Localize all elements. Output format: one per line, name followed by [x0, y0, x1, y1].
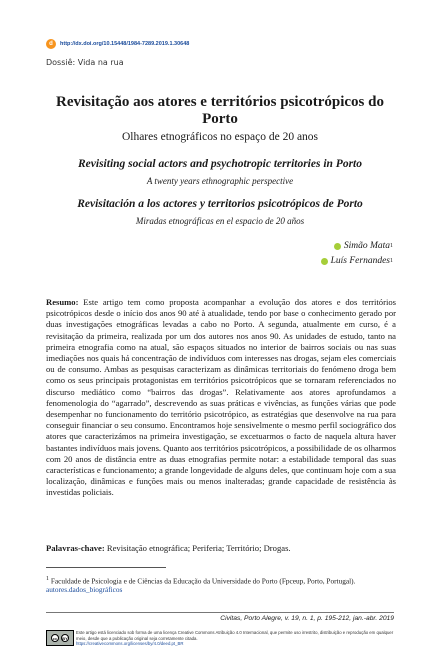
subtitle-portuguese: Olhares etnográficos no espaço de 20 anos	[121, 131, 319, 143]
subtitle-english: A twenty years ethnographic perspective	[146, 176, 294, 186]
title-spanish: Revisitación a los actores y territorios psicotrópicos de Porto	[77, 198, 363, 210]
license-link[interactable]: https://creativecommons.org/licenses/by/4.0/deed.pt_BR	[76, 641, 184, 647]
orcid-icon[interactable]	[321, 258, 328, 265]
section-label: Dossiê: Vida na rua	[46, 58, 124, 67]
author-data-link[interactable]: autores.dados_biográficos	[46, 585, 123, 595]
abstract-label: Resumo:	[46, 297, 79, 307]
footer-divider	[46, 612, 394, 613]
keywords-text: Revisitação etnográfica; Periferia; Território; Drogas.	[106, 543, 291, 553]
author-simao-mata	[334, 241, 393, 251]
abstract-text: Este artigo tem como proposta acompanhar a evolução dos atores e dos territórios psicotrópicos desde o início dos anos 90 até à atualidade, tendo por base o conhecimento gerado por duas investigações etnográficas levadas a cabo no Porto. A segunda, atualmente em curso, é a revisitação da primeira, realizada por um dos autores nos anos 90. As unidades de estudo, tanto na primeira etnografia como na atual, são espaços situados no interior de bairros sociais ou nas suas imediações nos quais há concentração de indivíduos com interesses nas drogas, sejam eles comerciais ou de consumo. Ambas as pesquisas caracterizam as dinâmicas territoriais do fenómeno droga bem como os seus principais protagonistas em territórios psicotrópicos que se tornaram referenciados no discurso mediático como “bairros das drogas”. Relativamente aos atores aprofundamos a fenomenologia do “agarrado”, descrevendo as suas práticas e vivências, as funções várias que pode desempenhar no funcionamento do território psicotrópico, as estratégias que desenvolve na rua para conseguir financiar o seu consumo. Encontramos hoje sensivelmente o mesmo perfil sociográfico dos atores que caracterizámos na primeira investigação, se excetuarmos o facto de naquela altura haver bastantes indivíduos mais jovens. Quanto aos territórios psicotrópicos, a possibilidade de os olharmos com 20 anos de distância entre as duas etnografias permite notar: a estabilidade temporal das suas características e funcionamento; a grande longevidade de alguns deles, que continuam hoje com a sua localização, dinâmicas e funções mais ou menos inalteradas; grande capacidade de resistência às investidas policiais.	[46, 297, 396, 498]
cc-by-license-icon[interactable]	[46, 630, 74, 646]
footnote-text: Faculdade de Psicologia e de Ciências da Educação da Universidade do Porto (Fpceup, Porto, Portugal).	[50, 576, 356, 586]
title-portuguese: Revisitação aos atores e territórios psicotrópicos do Porto	[56, 94, 384, 127]
orcid-icon[interactable]	[334, 243, 341, 250]
abstract	[46, 297, 396, 499]
doi-link[interactable]: http://dx.doi.org/10.15448/1984-7289.2019.1.30648	[60, 41, 190, 47]
footnote	[46, 575, 386, 594]
title-english: Revisiting social actors and psychotropic territories in Porto	[78, 158, 362, 170]
author-luis-fernandes	[321, 256, 393, 266]
author-name: Simão Mata	[343, 241, 390, 251]
license-notice	[76, 630, 394, 647]
by-mark: BY	[62, 635, 68, 641]
doi-row	[46, 39, 189, 49]
author-name: Luís Fernandes	[330, 256, 390, 266]
cc-mark: cc	[52, 635, 58, 641]
doi-logo-icon: d	[46, 39, 56, 49]
footnote-divider	[46, 567, 166, 568]
keywords	[46, 543, 396, 553]
license-text: Este artigo está licenciado sob forma de uma licença Creative Commons Atribuição 4.0 Internacional, que permite uso irrestrito, distribuição e reprodução em qualquer meio, desde que a publicação original seja corretamente citada.	[76, 630, 394, 641]
keywords-label: Palavras-chave:	[46, 543, 105, 553]
journal-citation: Civitas, Porto Alegre, v. 19, n. 1, p. 195-212, jan.-abr. 2019	[220, 615, 394, 622]
author-affiliation-mark: 1	[390, 243, 393, 249]
author-affiliation-mark: 1	[390, 258, 393, 264]
subtitle-spanish: Miradas etnográficas en el espacio de 20 años	[135, 216, 305, 226]
footnote-number: 1	[46, 576, 49, 582]
